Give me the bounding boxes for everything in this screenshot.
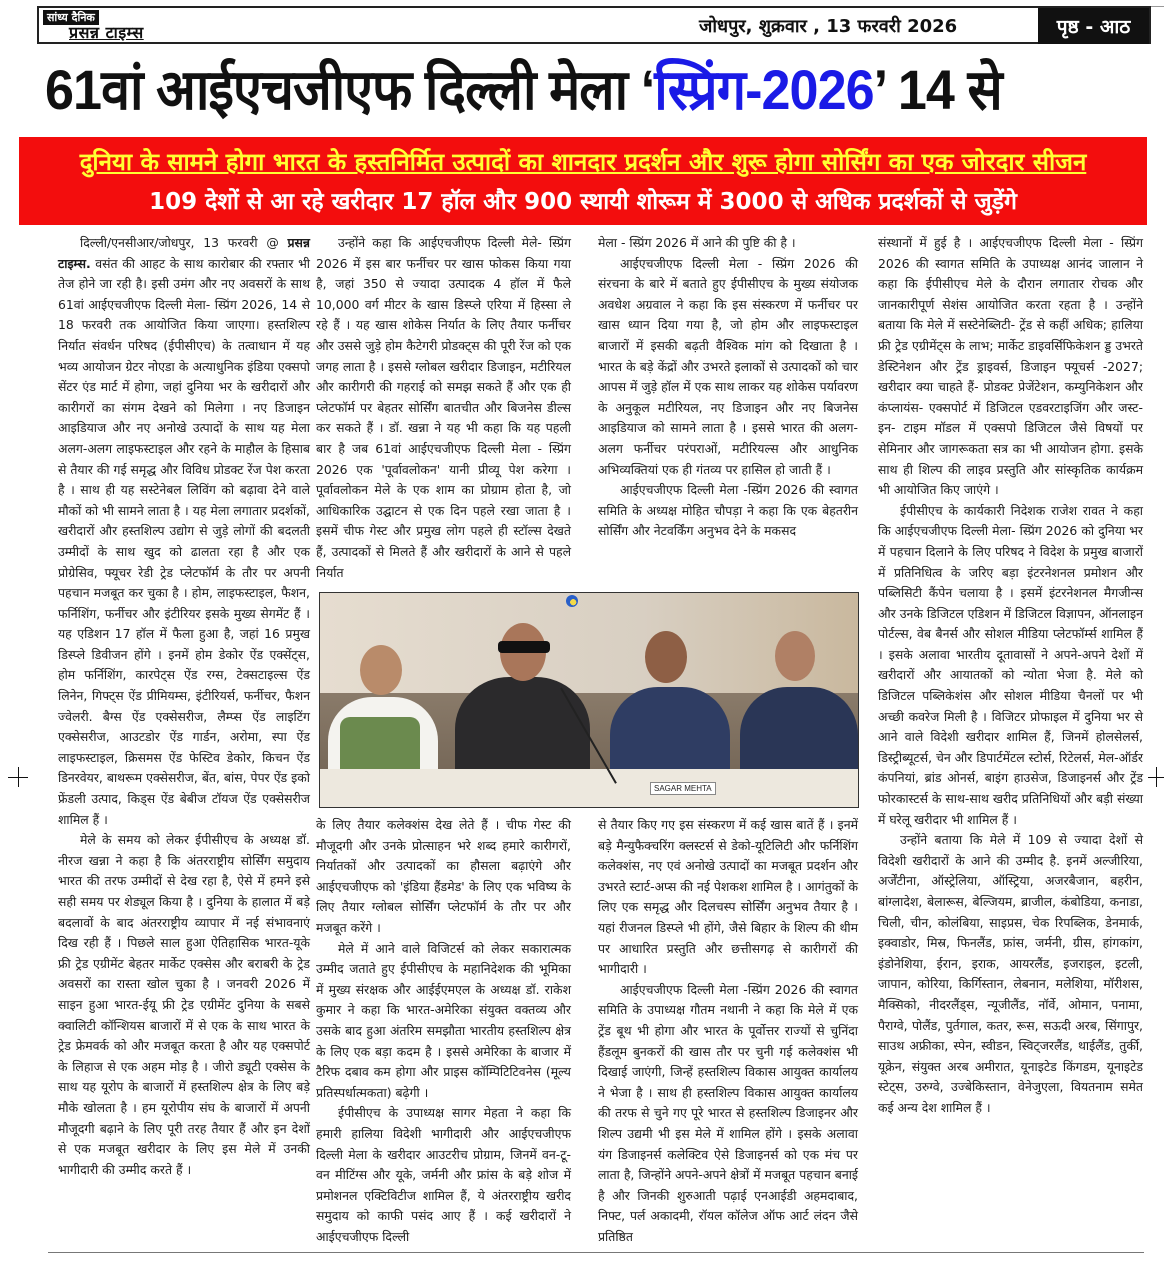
article-column-3 — [598, 233, 858, 542]
press-conference-photo — [319, 592, 859, 808]
article-paragraph: उन्होंने कहा कि आईएचजीएफ दिल्ली मेले- स्प्रिंग 2026 में इस बार फर्नीचर पर खास फोकस किया गया है, जहां 350 से ज्यादा उत्पादक 4 हॉल में फैले 10,000 वर्ग मीटर के खास डिस्प्ले एरिया में हिस्सा ले रहे हैं । यह खास शोकेस निर्यात के लिए तैयार फर्नीचर और उससे जुड़े होम कैटेगरी प्रोडक्ट्स की पूरी रेंज को एक जगह लाता है । इससे ग्लोबल खरीदार डिजाइन, मटीरियल और कारीगरी की गहराई को समझ सकते हैं और एक ही प्लेटफॉर्म पर बेहतर सोर्सिंग बातचीत और बिजनेस डील्स कर सकते हैं । डॉ. खन्ना ने यह भी कहा कि यह पहली बार है जब 61वां आईएचजीएफ दिल्ली मेला - स्प्रिंग 2026 एक 'पूर्वावलोकन' यानी प्रीव्यू पेश करेगा । पूर्वावलोकन मेले के एक शाम का प्रोग्राम होता है, जो आधिकारिक उद्घाटन से एक दिन पहले रखा जाता है । इसमें चीफ गेस्ट और प्रमुख लोग पहले ही स्टॉल्स देखते हैं, उत्पादकों से मिलते हैं और खरीदारों के आने से पहले निर्यात — [316, 235, 571, 580]
watermark-logo-icon — [566, 595, 578, 607]
bottom-rule — [48, 1252, 1144, 1253]
nameplate: SAGAR MEHTA — [650, 782, 716, 795]
article-paragraph: आईएचजीएफ दिल्ली मेला - स्प्रिंग 2026 की संरचना के बारे में बताते हुए ईपीसीएच के मुख्य संयोजक अवधेश अग्रवाल ने कहा कि इस संस्करण में फर्नीचर पर खास ध्यान दिया गया है, जो होम और लाइफस्टाइल बाजारों में इसकी बढ़ती वैश्विक मांग को दिखाता है । भारत के बड़े केंद्रों और उभरते इलाकों से उत्पादकों को चार आपस में जुड़े हॉल में एक साथ लाकर यह शोकेस पर्यावरण के अनुकूल मटीरियल, नए डिजाइन और नए बिजनेस आइडियाज को सामने लाता है । इससे भारत की अलग-अलग फर्नीचर परंपराओं, मटीरियल्स और आधुनिक अभिव्यक्तियां एक ही गंतव्य पर हासिल हो जाती हैं । — [598, 255, 859, 477]
article-paragraph: के लिए तैयार कलेक्शंस देख लेते हैं । चीफ गेस्ट की मौजूदगी और उनके प्रोत्साहन भरे शब्द हमारे कारीगरों, निर्यातकों और उत्पादकों का हौसला बढ़ाएंगे और आईएचजीएफ को 'इंडिया हैंडमेड' के लिए एक भविष्य के लिए तैयार ग्लोबल सोर्सिंग प्लेटफॉर्म के तौर पर और मजबूत करेंगे । — [316, 817, 571, 935]
subheadline-2: 109 देशों से आ रहे खरीदार 17 हॉल और 900 स्थायी शोरूम में 3000 से अधिक प्रदर्शकों से जुड़ेंगे — [149, 189, 1017, 215]
main-headline — [45, 50, 1059, 130]
article-paragraph: मेले के समय को लेकर ईपीसीएच के अध्यक्ष डॉ. नीरज खन्ना ने कहा है कि अंतरराष्ट्रीय सोर्सिंग समुदाय भारत की तरफ उम्मीदों से देख रहा है, ऐसे में हमने इसे सही समय पर शेड्यूल किया है । दुनिया के हालात में बड़े बदलावों के बाद अंतरराष्ट्रीय व्यापार में नई संभावनाएं दिख रही हैं । पिछले साल हुआ ऐतिहासिक भारत-यूके फ्री ट्रेड एग्रीमेंट बेहतर मार्केट एक्सेस और बराबरी के ट्रेड अवसरों का रास्ता खोल चुका है । जनवरी 2026 में साइन हुआ भारत-ईयू फ्री ट्रेड एग्रीमेंट दुनिया के सबसे क्वालिटी कॉन्शियस बाजारों में से एक के साथ भारत के ट्रेड फ्रेमवर्क को और मजबूत करता है और यह एक्सपोर्ट के लिहाज से एक अहम मोड़ है । जीरो ड्यूटी एक्सेस के साथ यह यूरोप के बाजारों में हस्तशिल्प क्षेत्र के लिए बड़े मौके खोलता है । हम यूरोपीय संघ के बाजारों में अपनी मौजूदगी बढ़ाने के लिए पूरी तरह तैयार हैं और इन देशों से एक मजबूत खरीदार के लिए इस मेले में उनकी भागीदारी की उम्मीद करते हैं । — [58, 832, 310, 1177]
article-paragraph: ईपीसीएच के कार्यकारी निदेशक राजेश रावत ने कहा कि आईएचजीएफ दिल्ली मेला- स्प्रिंग 2026 को दुनिया भर में पहचान दिलाने के लिए परिषद ने विदेश के प्रमुख बाजारों में प्रतिनिधित्व के जरिए बड़ा इंटरनेशनल प्रमोशन और पब्लिसिटी कैंपेन चलाया है । इसमें इंटरनेशनल मैगजीन्स और उनके डिजिटल एडिशन में डिजिटल विज्ञापन, ऑनलाइन पोर्टल्स, वेब बैनर्स और सोशल मीडिया प्लेटफॉर्म्स शामिल हैं । इसके अलावा भारतीय दूतावासों ने अपने-अपने देशों में खरीदारों और आयातकों को न्योता भेजा है. मेले को डिजिटल पब्लिकेशंस और सोशल मीडिया चैनलों पर भी अच्छी कवरेज मिली है । विजिटर प्रोफाइल में दुनिया भर से आने वाले विदेशी खरीदार शामिल हैं, जिनमें होलसेलर्स, डिस्ट्रीब्यूटर्स, चेन और डिपार्टमेंटल स्टोर्स, रिटेलर्स, मेल-ऑर्डर कंपनियां, ब्रांड ओनर्स, बाइंग हाउसेज, डिजाइनर्स और ट्रेंड फोरकास्टर्स के साथ-साथ खरीद प्रतिनिधियों और बड़ी संख्या में घरेलू खरीदार भी शामिल हैं । — [878, 502, 1143, 827]
subheadline-1: दुनिया के सामने होगा भारत के हस्तनिर्मित उत्पादों का शानदार प्रदर्शन और शुरू होगा सोर्सिंग का एक जोरदार सीजन — [79, 148, 1087, 176]
article-column-2 — [316, 233, 571, 583]
article-paragraph: आईएचजीएफ दिल्ली मेला -स्प्रिंग 2026 की स्वागत समिति के उपाध्यक्ष गौतम नथानी ने कहा कि मेले में एक ट्रेंड बूथ भी होगा और भारत के पूर्वोत्तर राज्यों से चुनिंदा हैंडलूम बुनकरों की खास तौर पर चुनी गई कलेक्शंस भी दिखाई जाएंगी, जिन्हें हस्तशिल्प विकास आयुक्त कार्यालय ने भेजा है । साथ ही हस्तशिल्प विकास आयुक्त कार्यालय की तरफ से चुने गए पूरे भारत से हस्तशिल्प डिजाइनर और शिल्प उद्यमी भी इस मेले में शामिल होंगे । इसके अलावा यंग डिजाइनर्स कलेक्टिव ऐसे डिजाइनर्स को एक मंच पर लाता है, जिन्होंने अपने-अपने क्षेत्रों में मजबूत पहचान बनाई है और जिनकी शुरुआती पढ़ाई एनआईडी अहमदाबाद, निफ्ट, पर्ल अकादमी, रॉयल कॉलेज ऑफ आर्ट लंदन जैसे प्रतिष्ठित — [598, 981, 858, 1244]
brand-tagline: सांध्य दैनिक — [43, 10, 99, 25]
article-column-3-continued — [598, 815, 858, 1247]
article-source: प्रसन्न टाइम्स. — [58, 235, 310, 271]
brand-logo: प्रसन्न टाइम्स — [69, 23, 144, 42]
article-paragraph: से तैयार किए गए इस संस्करण में कई खास बातें हैं । इनमें बड़े मैन्युफैक्चरिंग क्लस्टर्स से डेको-यूटिलिटी और फर्निशिंग कलेक्शंस, नए एवं अनोखे उत्पादों का मजबूत प्रदर्शन और उभरते स्टार्ट-अप्स की नई पेशकश शामिल है । आगंतुकों के लिए एक समृद्ध और दिलचस्प सोर्सिंग अनुभव तैयार है । यहां रीजनल डिस्प्ले भी होंगे, जैसे बिहार के शिल्प की थीम पर आधारित प्रस्तुति और छत्तीसगढ़ से कारीगरों की भागीदारी । — [598, 817, 858, 977]
article-paragraph: मेला - स्प्रिंग 2026 में आने की पुष्टि की है । — [598, 235, 796, 250]
headline-part2: ’ 14 से — [873, 58, 1002, 121]
article-column-1 — [58, 233, 310, 1180]
headline-part1: 61वां आईएचजीएफ दिल्ली मेला ‘ — [45, 58, 655, 121]
subheadline-banner — [19, 137, 1147, 225]
person-4-head — [775, 631, 815, 681]
person-3-head — [645, 631, 687, 683]
article-dateline: दिल्ली/एनसीआर/जोधपुर, 13 फरवरी @ — [80, 235, 288, 250]
article-paragraph: उन्होंने बताया कि मेले में 109 से ज्यादा देशों से विदेशी खरीदारों के आने की उम्मीद है. इनमें अल्जीरिया, अर्जेंटीना, ऑस्ट्रेलिया, ऑस्ट्रिया, अजरबैजान, बहरीन, बांग्लादेश, बेलारूस, बेल्जियम, ब्राजील, कंबोडिया, कनाडा, चिली, चीन, कोलंबिया, साइप्रस, चेक रिपब्लिक, डेनमार्क, इक्वाडोर, मिस्र, फिनलैंड, फ्रांस, जर्मनी, ग्रीस, हांगकांग, इंडोनेशिया, ईरान, इराक, आयरलैंड, इजराइल, इटली, जापान, कोरिया, किर्गिस्तान, लेबनान, मलेशिया, मॉरीशस, मैक्सिको, नीदरलैंड्स, न्यूजीलैंड, नॉर्वे, ओमान, पनामा, पैराग्वे, पोलैंड, पुर्तगाल, कतर, रूस, सऊदी अरब, सिंगापुर, साउथ अफ्रीका, स्पेन, स्वीडन, स्विट्जरलैंड, थाईलैंड, तुर्की, यूक्रेन, संयुक्त अरब अमीरात, यूनाइटेड किंगडम, यूनाइटेड स्टेट्स, उरुग्वे, उज्बेकिस्तान, वेनेजुएला, वियतनाम समेत कई अन्य देश शामिल हैं । — [878, 832, 1143, 1115]
page-number: पृष्ठ - आठ — [1038, 8, 1149, 44]
crop-mark-right-vertical — [1156, 767, 1157, 787]
article-paragraph: ईपीसीएच के उपाध्यक्ष सागर मेहता ने कहा कि हमारी हालिया विदेशी भागीदारी और आईएचजीएफ दिल्ली मेला के खरीदार आउटरीच प्रोग्राम, जिनमें वन-टू-वन मीटिंग्स और यूके, जर्मनी और फ्रांस के बड़े शोज में प्रमोशनल एक्टिविटीज शामिल हैं, ये अंतरराष्ट्रीय खरीद समुदाय को काफी पसंद आए हैं । कई खरीदारों ने आईएचजीएफ दिल्ली — [316, 1105, 571, 1244]
article-column-2-continued — [316, 815, 571, 1247]
sunglasses-icon — [498, 641, 550, 653]
person-1-head — [360, 645, 402, 695]
article-column-4 — [878, 233, 1143, 1119]
conference-table — [320, 769, 858, 807]
article-paragraph: आईएचजीएफ दिल्ली मेला -स्प्रिंग 2026 की स्वागत समिति के अध्यक्ष मोहित चौपड़ा ने कहा कि एक बेहतरीन सोर्सिंग और नेटवर्किंग अनुभव देने के मकसद — [598, 482, 858, 539]
headline-highlight: स्प्रिंग-2026 — [654, 58, 874, 121]
dateline: जोधपुर, शुक्रवार , 13 फरवरी 2026 — [699, 16, 958, 37]
article-paragraph: वसंत की आहट के साथ कारोबार की रफ्तार भी तेज होने जा रही है। इसी उमंग और नए अवसरों के साथ 61वां आईएचजीएफ दिल्ली मेला- स्प्रिंग 2026, 14 से 18 फरवरी तक आयोजित किया जाएगा। हस्तशिल्प निर्यात संवर्धन परिषद (ईपीसीएच) के तत्वाधान में यह भव्य आयोजन ग्रेटर नोएडा के अत्याधुनिक इंडिया एक्सपो सेंटर एंड मार्ट में होगा, जहां दुनिया भर के खरीदारों और कारीगरों का संगम देखने को मिलेगा । नए डिजाइन आइडियाज और नए अनोखे उत्पादों के साथ यह मेला अलग-अलग लाइफस्टाइल और रहने के माहौल के हिसाब से तैयार की गई समृद्ध और विविध प्रोडक्ट रेंज पेश करता है । साथ ही यह सस्टेनेबल लिविंग को बढ़ावा देने वाले मौकों को भी सामने लाता है । यह मेला लगातार प्रदर्शकों, खरीदारों और हस्तशिल्प उद्योग से जुड़े लोगों की बदलती उम्मीदों के साथ खुद को ढालता रहा है और एक प्रोग्रेसिव, फ्यूचर रेडी ट्रेड प्लेटफॉर्म के तौर पर अपनी पहचान मजबूत कर चुका है । होम, लाइफस्टाइल, फैशन, फर्निशिंग, फर्नीचर और इंटीरियर इसके मुख्य सेगमेंट हैं । यह एडिशन 17 हॉल में फैला हुआ है, जहां 16 प्रमुख डिस्प्ले डिवीजन होंगे । इनमें होम डेकोर ऐंड एक्सेंट्स, होम फर्निशिंग, कारपेट्स ऐंड रग्स, टेक्सटाइल्स ऐंड लिनेन, गिफ्ट्स ऐंड प्रीमियम्स, इंटीरियर्स, फर्नीचर, फैशन ज्वेलरी. बैग्स ऐंड एक्सेसरीज, लैम्प्स ऐंड लाइटिंग एक्सेसरीज, आउटडोर ऐंड गार्डन, अरोमा, स्पा ऐंड लाइफस्टाइल, क्रिसमस ऐंड फेस्टिव डेकोर, किचन ऐंड डिनरवेयर, बाथरूम एक्सेसरीज, बेंत, बांस, पेपर ऐंड इको फ्रेंडली उत्पाद, किड्स ऐंड बेबीज टॉयज ऐंड एक्सेसरीज शामिल हैं । — [58, 255, 310, 827]
article-paragraph: मेले में आने वाले विजिटर्स को लेकर सकारात्मक उम्मीद जताते हुए ईपीसीएच के महानिदेशक की भूमिका में मुख्य संरक्षक और आईईएमएल के अध्यक्ष डॉ. राकेश कुमार ने कहा कि भारत-अमेरिका संयुक्त वक्तव्य और उसके बाद हुआ अंतरिम समझौता भारतीय हस्तशिल्प क्षेत्र के लिए एक बड़ा कदम है । इससे अमेरिका के बाजार में टैरिफ दबाव कम होगा और प्राइस कॉम्पिटिटिवनेस (मूल्य प्रतिस्पर्धात्मकता) बढ़ेगी । — [316, 940, 571, 1100]
masthead — [37, 6, 1151, 44]
article-paragraph: संस्थानों में हुई है । आईएचजीएफ दिल्ली मेला - स्प्रिंग 2026 की स्वागत समिति के उपाध्यक्ष आनंद जालान ने कहा कि ईपीसीएच मेले के दौरान लगातार रोचक और जानकारीपूर्ण सेशंस आयोजित करता रहता है । उन्होंने बताया कि मेले में सस्टेनेब्लिटी- ट्रेंड से कहीं अधिक; हालिया फ्री ट्रेड एग्रीमेंट्स के लाभ; मार्केट डाइवर्सिफिकेशन ड्ड उभरते डेस्टिनेशन और ट्रेंड ड्राइवर्स, डिजाइन फ्यूचर्स -2027; खरीदार क्या चाहते हैं- प्रोडक्ट प्रेजेंटेशन, कम्युनिकेशन और कंप्लायंस- एक्सपोर्ट में डिजिटल एडवरटाइजिंग और जस्ट-इन- टाइम मॉडल में एक्सपो डिजिटल जैसे विषयों पर सेमिनार और जागरूकता सत्र का भी आयोजन होगा. इसके साथ ही शिल्प की लाइव प्रस्तुति और सांस्कृतिक कार्यक्रम भी आयोजित किए जाएंगे । — [878, 235, 1143, 498]
crop-mark-left-vertical — [18, 767, 19, 787]
